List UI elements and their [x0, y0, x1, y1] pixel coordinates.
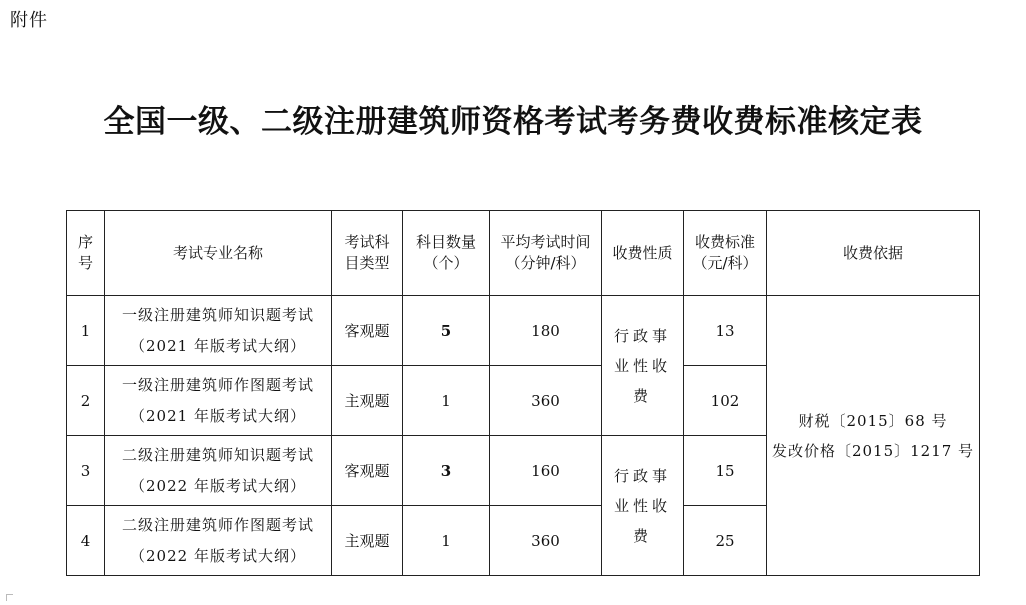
header-index [67, 211, 105, 296]
subject-count: 1 [403, 506, 490, 576]
row-index: 3 [67, 436, 105, 506]
header-subject-type-line2: 目类型 [344, 254, 390, 272]
header-subject-count [403, 211, 490, 296]
subject-count: 5 [403, 296, 490, 366]
header-avg-time [490, 211, 602, 296]
header-fee-standard-line2: （元/科） [692, 254, 758, 272]
page-corner-mark [6, 594, 13, 601]
fee-standard: 13 [684, 296, 767, 366]
fee-nature-line: 行政事 [613, 466, 671, 485]
avg-time: 360 [490, 506, 602, 576]
fee-nature-line: 费 [632, 386, 652, 405]
subject-type: 客观题 [332, 436, 403, 506]
avg-time: 160 [490, 436, 602, 506]
header-fee-basis: 收费依据 [767, 211, 980, 296]
header-avg-time-line2: （分钟/科） [505, 254, 586, 272]
subject-type: 主观题 [332, 366, 403, 436]
exam-name-cell [105, 506, 332, 576]
header-fee-standard-line1: 收费标准 [694, 233, 755, 251]
exam-name-cell [105, 436, 332, 506]
fee-nature-line: 费 [632, 526, 652, 545]
fee-nature-cell [602, 436, 684, 576]
subject-count: 3 [403, 436, 490, 506]
table-header-row [67, 211, 980, 296]
exam-name: 一级注册建筑师知识题考试 [121, 305, 314, 324]
fee-basis-line: 财税〔2015〕68 号 [798, 411, 948, 430]
header-fee-standard [684, 211, 767, 296]
subject-type: 主观题 [332, 506, 403, 576]
exam-name-cell [105, 366, 332, 436]
exam-name-cell [105, 296, 332, 366]
table-row [67, 296, 980, 366]
fee-basis-cell [767, 296, 980, 576]
subject-count: 1 [403, 366, 490, 436]
header-subject-count-line1: 科目数量 [415, 233, 476, 251]
fee-standard: 25 [684, 506, 767, 576]
header-avg-time-line1: 平均考试时间 [500, 233, 591, 251]
row-index: 1 [67, 296, 105, 366]
exam-syllabus: （2022 年版考试大纲） [130, 476, 306, 495]
row-index: 2 [67, 366, 105, 436]
attachment-label: 附件 [10, 10, 48, 31]
exam-syllabus: （2022 年版考试大纲） [130, 546, 306, 565]
exam-name: 一级注册建筑师作图题考试 [121, 375, 314, 394]
subject-type: 客观题 [332, 296, 403, 366]
fee-nature-cell [602, 296, 684, 436]
exam-name: 二级注册建筑师知识题考试 [121, 445, 314, 464]
header-index-line1: 序 [77, 233, 93, 251]
fee-standard: 102 [684, 366, 767, 436]
exam-syllabus: （2021 年版考试大纲） [130, 336, 306, 355]
header-fee-nature: 收费性质 [602, 211, 684, 296]
header-subject-type-line1: 考试科 [344, 233, 390, 251]
avg-time: 180 [490, 296, 602, 366]
header-subject-count-line2: （个） [423, 254, 469, 272]
fee-nature-line: 行政事 [613, 326, 671, 345]
exam-name: 二级注册建筑师作图题考试 [121, 515, 314, 534]
fee-basis-line: 发改价格〔2015〕1217 号 [771, 441, 975, 460]
header-subject-type [332, 211, 403, 296]
page-title: 全国一级、二级注册建筑师资格考试考务费收费标准核定表 [103, 104, 923, 140]
row-index: 4 [67, 506, 105, 576]
header-index-line2: 号 [77, 254, 93, 272]
avg-time: 360 [490, 366, 602, 436]
fee-nature-line: 业性收 [613, 496, 671, 515]
fee-standard-table [66, 210, 980, 576]
header-exam-name: 考试专业名称 [105, 211, 332, 296]
fee-nature-line: 业性收 [613, 356, 671, 375]
fee-standard: 15 [684, 436, 767, 506]
exam-syllabus: （2021 年版考试大纲） [130, 406, 306, 425]
